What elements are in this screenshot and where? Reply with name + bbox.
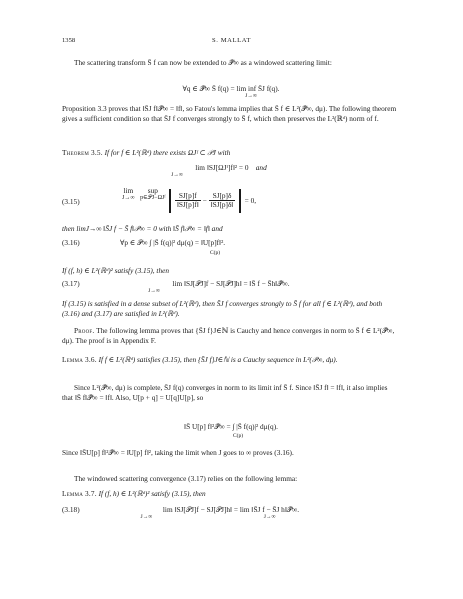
paragraph-limit-proof: Since ‖S̄U[p] f‖²𝒫̄∞ = ‖U[p] f‖², taking the limit when J goes to ∞ proves (3.16). <box>62 448 294 457</box>
limit-subscripts: J→∞ J→∞ <box>140 514 276 520</box>
norm-bar <box>239 189 241 213</box>
equation-body: lim ‖SJ[𝒫J]f − SJ[𝒫J]h‖ = lim ‖S̄J f − S̄J h‖𝒫̄∞. <box>162 505 300 514</box>
equation-body: lim ‖SJ[𝒫J]f − SJ[𝒫J]h‖ = ‖S̄ f − S̄h‖𝒫̄∞. <box>172 279 290 288</box>
limit-subscript: J→∞ <box>148 288 160 294</box>
equals-zero: = 0, <box>244 196 257 206</box>
equation-number: (3.15) <box>62 197 80 206</box>
equation-number: (3.18) <box>62 505 80 514</box>
lemma-3-6 <box>62 355 400 365</box>
lim-subscript: J→∞ <box>122 194 135 201</box>
proof-paragraph <box>62 326 400 345</box>
page-number: 1358 <box>62 37 76 44</box>
equation-body: ∀q ∈ 𝒫̄∞ S̄ f(q) = lim inf S̄J f(q). <box>182 84 280 93</box>
lemma-text: If (f, h) ∈ L²(ℝᵈ)² satisfy (3.15), then <box>98 489 206 498</box>
equation-3-15-line1 <box>62 163 400 181</box>
equation-3-17 <box>62 279 400 297</box>
equation-body: ‖S̄ U[p] f‖²𝒫̄∞ = ∫ |S̄ f(q)|² dμ(q). <box>184 422 278 431</box>
proof-text: The following lemma proves that {S̄J f}J∈ℕ is Cauchy and hence converges in norm to S̄ f ∈ L²(𝒫̄∞, dμ). The proof is in Appendix F. <box>62 326 395 345</box>
limit-subscript: J→∞ <box>171 172 183 178</box>
lemma-text: If f ∈ L²(ℝᵈ) satisfies (3.15), then {S̄J f}J∈ℕ is a Cauchy sequence in L²(𝒫̄∞, dμ). <box>98 355 338 364</box>
equation-windowed-limit <box>62 84 400 98</box>
equation-3-15-line2 <box>62 187 400 221</box>
paragraph-fatou: Proposition 3.3 proves that ‖S̄J f‖𝒫̄∞ = ‖f‖, so Fatou's lemma implies that S̄ f ∈ L²(𝒫̄∞, dμ). The following theorem gives a sufficient condition so that S̄J f converges strongly to S̄ f, which then preserves the L²(ℝᵈ) norm of f. <box>62 104 397 123</box>
equation-3-16 <box>62 238 400 262</box>
theorem-3-5-statement <box>62 148 400 158</box>
paragraph-completeness: Since L²(𝒫̄∞, dμ) is complete, S̄J f(q) converges in norm to its limit inf S̄ f. Since ‖S̄J f‖ = ‖f‖, it also implies that ‖S̄ f‖𝒫̄∞ = ‖f‖. Also, U[p + q] = U[q]U[p], so <box>62 383 388 402</box>
sup-subscript: p∈𝒫J−ΩJᶠ <box>140 194 166 201</box>
denominator: ‖SJ[p]f‖ <box>176 200 199 210</box>
and-word: and <box>255 163 267 172</box>
integral-domain: C(p) <box>232 433 244 439</box>
fraction-delta <box>209 192 236 209</box>
theorem-pair-condition: If (f, h) ∈ L²(ℝᵈ)² satisfy (3.15), then <box>62 266 169 275</box>
fraction-f <box>175 192 201 209</box>
lemma-label: Lemma 3.7. <box>62 489 97 498</box>
paragraph-windowed-convergence: The windowed scattering convergence (3.17) relies on the following lemma: <box>74 474 298 483</box>
theorem-density-remark: If (3.15) is satisfied in a dense subset of L²(ℝᵈ), then S̄J f converges strongly to S̄ f for all f ∈ L²(ℝᵈ), and both (3.16) and (3.17) are satisfied in L²(ℝᵈ). <box>62 299 383 318</box>
numerator: SJ[p]f <box>175 192 201 201</box>
equation-body: ∀p ∈ 𝒫∞ ∫ |S̄ f(q)|² dμ(q) = ‖U[p]f‖². <box>120 238 226 247</box>
proof-label: Proof. <box>74 326 95 335</box>
integral-domain: C(p) <box>209 250 221 256</box>
equation-number: (3.16) <box>62 238 80 247</box>
equation-norm-identity <box>62 422 400 444</box>
equation-number: (3.17) <box>62 279 80 288</box>
equation-3-18 <box>62 505 400 523</box>
norm-bar <box>169 189 171 213</box>
running-header <box>62 37 401 49</box>
sup-operator: sup <box>147 186 158 195</box>
minus-sign: − <box>202 195 207 205</box>
theorem-conclusion: then limJ→∞ ‖S̄J f − S̄ f‖𝒫̄∞ = 0 with ‖S̄ f‖𝒫̄∞ = ‖f‖ and <box>62 224 223 233</box>
theorem-label: Theorem 3.5. <box>62 148 103 157</box>
limit-subscript: J→∞ <box>245 93 257 99</box>
theorem-lead: If for f ∈ L²(ℝᵈ) there exists ΩJᶠ ⊂ 𝒫J with <box>104 148 231 157</box>
lim-operator: lim <box>123 186 134 195</box>
numerator: SJ[p]δ <box>209 192 236 201</box>
paragraph-intro: The scattering transform S̄ f can now be extended to 𝒫̄∞ as a windowed scattering limit: <box>74 58 332 67</box>
denominator: ‖SJ[p]δ‖ <box>210 200 234 210</box>
lemma-label: Lemma 3.6. <box>62 355 97 364</box>
running-author: S. MALLAT <box>211 37 252 44</box>
lemma-3-7 <box>62 489 400 499</box>
omega-limit-term: lim ‖SJ[ΩJᶠ]f‖² = 0 <box>195 163 249 172</box>
